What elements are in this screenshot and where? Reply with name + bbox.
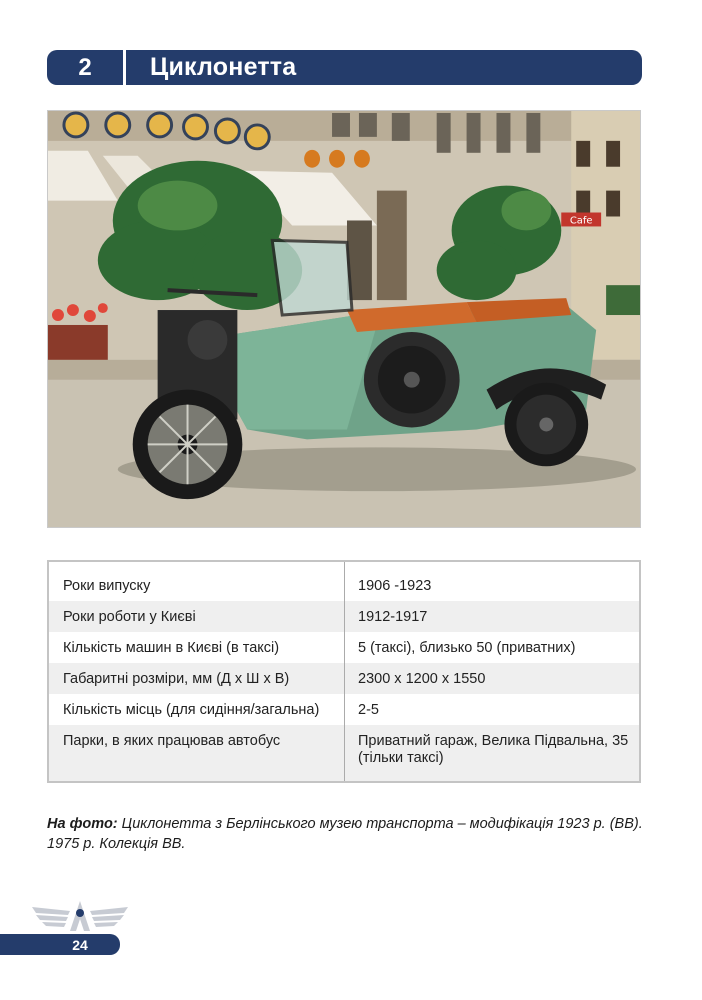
spec-label: Кількість машин в Києві (в таксі) xyxy=(49,632,345,663)
winged-emblem-icon xyxy=(30,897,130,933)
spec-label: Кількість місць (для сидіння/загальна) xyxy=(49,694,345,725)
cafe-sign: Cafe xyxy=(569,215,593,227)
spec-value: 5 (таксі), близько 50 (приватних) xyxy=(358,640,576,656)
spec-value: 2-5 xyxy=(358,702,379,718)
table-row xyxy=(49,562,639,601)
table-row xyxy=(49,632,639,663)
spec-label: Роки роботи у Києві xyxy=(49,601,345,632)
table-row xyxy=(49,663,639,694)
caption-lead: На фото: xyxy=(47,816,118,832)
vintage-car-photo xyxy=(47,110,641,528)
table-row xyxy=(49,694,639,725)
spec-label: Габаритні розміри, мм (Д х Ш х В) xyxy=(49,663,345,694)
spec-value: 1906 -1923 xyxy=(358,578,432,594)
page-title: Циклонетта xyxy=(150,53,297,81)
spec-label: Роки випуску xyxy=(49,562,345,601)
table-row xyxy=(49,725,639,781)
spec-value: 2300 x 1200 x 1550 xyxy=(358,671,486,687)
spec-label: Парки, в яких працював автобус xyxy=(49,725,345,781)
caption-text: Циклонетта з Берлінського музею транспорта – модифікація 1923 р. (ВВ). 1975 р. Колекція ВВ. xyxy=(47,816,643,852)
photo-caption xyxy=(47,814,647,854)
specifications-table xyxy=(47,560,641,783)
table-row xyxy=(49,601,639,632)
page-number: 24 xyxy=(0,934,120,955)
spec-value: 1912-1917 xyxy=(358,609,428,625)
section-number: 2 xyxy=(78,53,92,81)
section-header xyxy=(47,50,642,85)
spec-value: Приватний гараж, Велика Підвальна, 35 (тільки таксі) xyxy=(358,733,629,766)
